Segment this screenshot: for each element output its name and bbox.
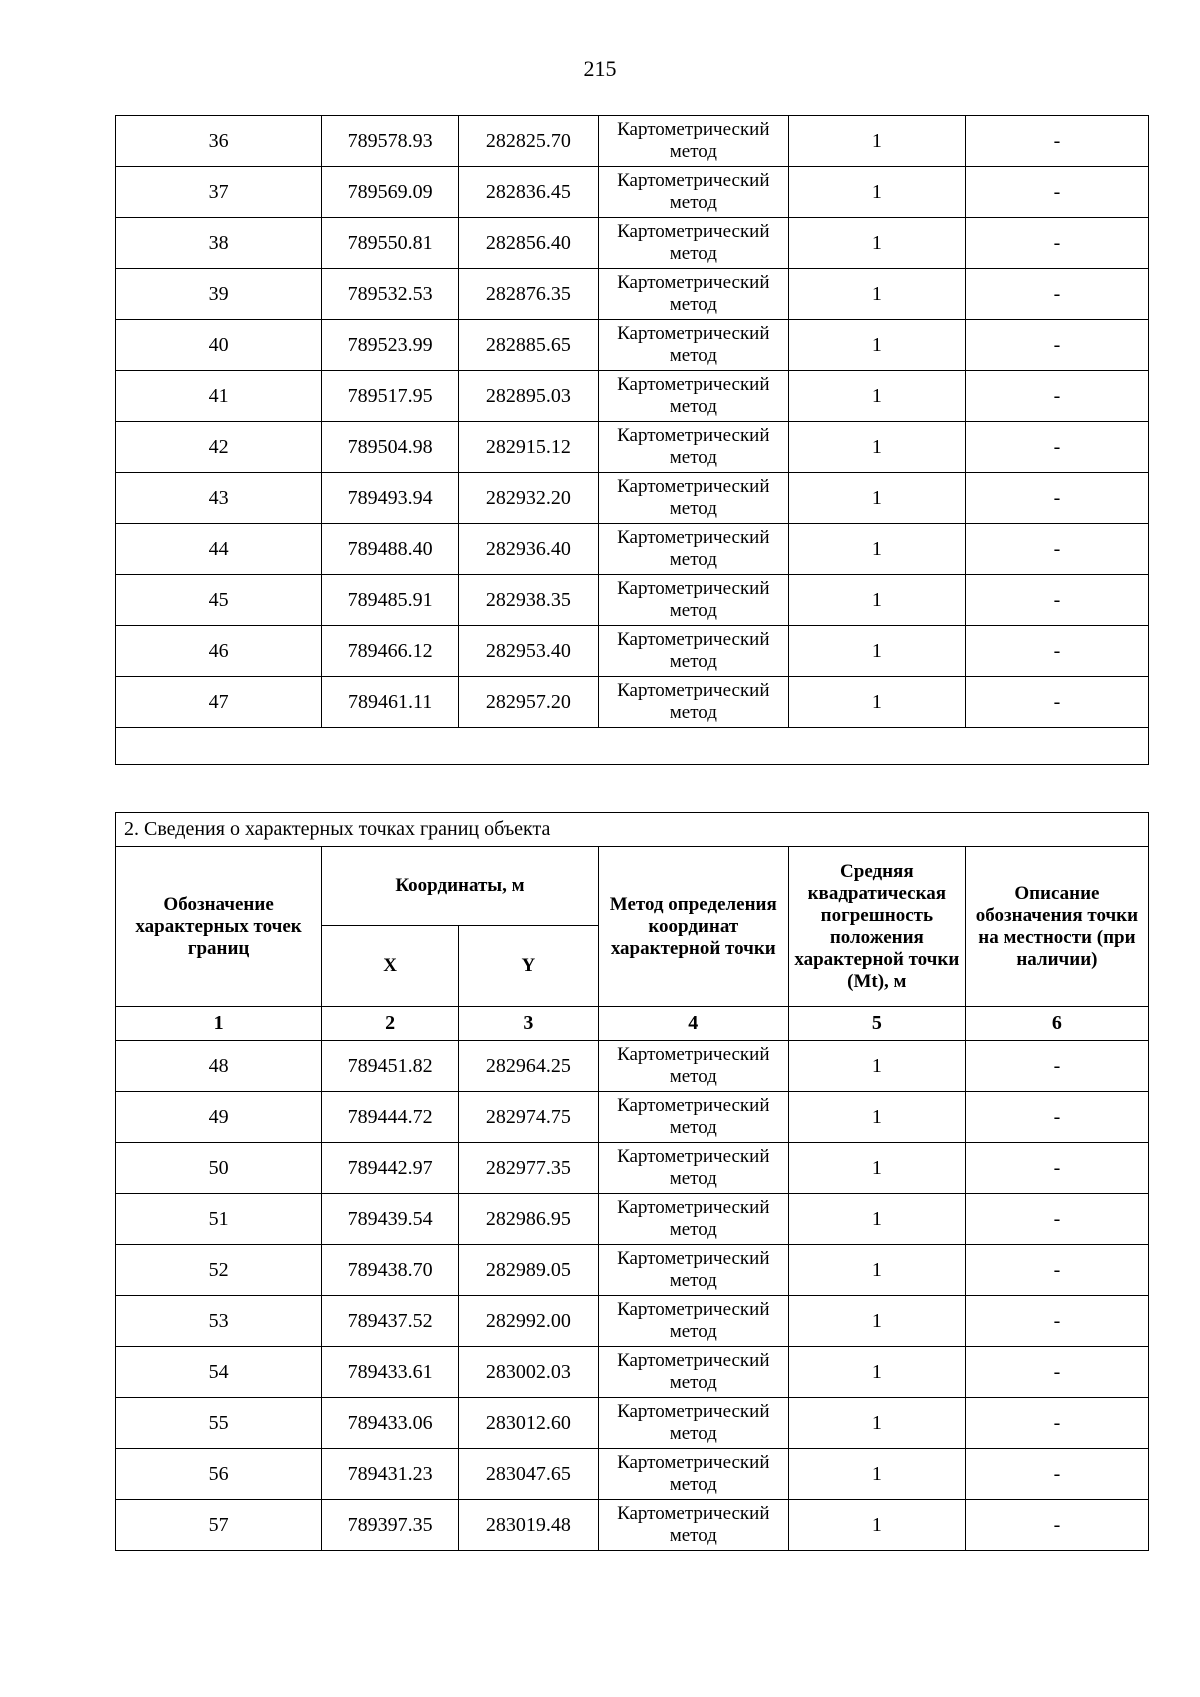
method-cell bbox=[598, 1500, 788, 1551]
description-cell: - bbox=[965, 1449, 1148, 1500]
y-coordinate-cell: 282856.40 bbox=[458, 218, 598, 269]
column-numbers-row bbox=[116, 1007, 1149, 1041]
method-cell bbox=[598, 422, 788, 473]
table-row bbox=[116, 1245, 1149, 1296]
column-number: 5 bbox=[788, 1007, 965, 1041]
table-row bbox=[116, 1092, 1149, 1143]
x-coordinate-cell: 789431.23 bbox=[322, 1449, 459, 1500]
table-row bbox=[116, 473, 1149, 524]
y-coordinate-cell: 282977.35 bbox=[458, 1143, 598, 1194]
header-description-label: Описание обозначения точки на местности (при наличии) bbox=[975, 882, 1139, 970]
table-row bbox=[116, 1143, 1149, 1194]
header-y: Y bbox=[458, 926, 598, 1007]
description-cell: - bbox=[965, 1143, 1148, 1194]
point-number-cell: 53 bbox=[116, 1296, 322, 1347]
method-line1: Картометрический bbox=[617, 1197, 770, 1218]
y-coordinate-cell: 282825.70 bbox=[458, 116, 598, 167]
table-row bbox=[116, 1194, 1149, 1245]
method-cell bbox=[598, 677, 788, 728]
point-number-cell: 44 bbox=[116, 524, 322, 575]
point-number-cell: 49 bbox=[116, 1092, 322, 1143]
x-coordinate-cell: 789439.54 bbox=[322, 1194, 459, 1245]
x-coordinate-cell: 789493.94 bbox=[322, 473, 459, 524]
mt-cell: 1 bbox=[788, 473, 965, 524]
method-line2: метод bbox=[669, 141, 717, 162]
point-number-cell: 39 bbox=[116, 269, 322, 320]
x-coordinate-cell: 789442.97 bbox=[322, 1143, 459, 1194]
description-cell: - bbox=[965, 1041, 1148, 1092]
header-coordinates: Координаты, м bbox=[322, 847, 599, 926]
mt-cell: 1 bbox=[788, 626, 965, 677]
method-line2: метод bbox=[669, 1321, 717, 1342]
method-line2: метод bbox=[669, 345, 717, 366]
x-coordinate-cell: 789466.12 bbox=[322, 626, 459, 677]
column-number: 6 bbox=[965, 1007, 1148, 1041]
method-line1: Картометрический bbox=[617, 119, 770, 140]
table-row bbox=[116, 626, 1149, 677]
description-cell: - bbox=[965, 1194, 1148, 1245]
y-coordinate-cell: 282836.45 bbox=[458, 167, 598, 218]
method-cell bbox=[598, 167, 788, 218]
boundary-points-table bbox=[115, 812, 1149, 1551]
description-cell: - bbox=[965, 371, 1148, 422]
method-line2: метод bbox=[669, 1066, 717, 1087]
method-cell bbox=[598, 1092, 788, 1143]
point-number-cell: 43 bbox=[116, 473, 322, 524]
method-line1: Картометрический bbox=[617, 680, 770, 701]
y-coordinate-cell: 282957.20 bbox=[458, 677, 598, 728]
point-number-cell: 45 bbox=[116, 575, 322, 626]
x-coordinate-cell: 789504.98 bbox=[322, 422, 459, 473]
x-coordinate-cell: 789433.61 bbox=[322, 1347, 459, 1398]
x-coordinate-cell: 789569.09 bbox=[322, 167, 459, 218]
description-cell: - bbox=[965, 218, 1148, 269]
y-coordinate-cell: 283047.65 bbox=[458, 1449, 598, 1500]
x-coordinate-cell: 789550.81 bbox=[322, 218, 459, 269]
mt-cell: 1 bbox=[788, 218, 965, 269]
point-number-cell: 38 bbox=[116, 218, 322, 269]
y-coordinate-cell: 282885.65 bbox=[458, 320, 598, 371]
method-cell bbox=[598, 116, 788, 167]
method-line2: метод bbox=[669, 1168, 717, 1189]
y-coordinate-cell: 282876.35 bbox=[458, 269, 598, 320]
method-line2: метод bbox=[669, 1372, 717, 1393]
page-number: 215 bbox=[583, 56, 617, 81]
table-row bbox=[116, 269, 1149, 320]
method-line1: Картометрический bbox=[617, 527, 770, 548]
y-coordinate-cell: 282938.35 bbox=[458, 575, 598, 626]
method-cell bbox=[598, 1449, 788, 1500]
method-line1: Картометрический bbox=[617, 221, 770, 242]
method-line1: Картометрический bbox=[617, 1044, 770, 1065]
description-cell: - bbox=[965, 320, 1148, 371]
method-line2: метод bbox=[669, 396, 717, 417]
description-cell: - bbox=[965, 116, 1148, 167]
method-line1: Картометрический bbox=[617, 272, 770, 293]
method-line1: Картометрический bbox=[617, 1452, 770, 1473]
header-method bbox=[598, 847, 788, 1007]
column-number: 2 bbox=[322, 1007, 459, 1041]
y-coordinate-cell: 282992.00 bbox=[458, 1296, 598, 1347]
table-row bbox=[116, 116, 1149, 167]
method-line2: метод bbox=[669, 600, 717, 621]
point-number-cell: 52 bbox=[116, 1245, 322, 1296]
description-cell: - bbox=[965, 677, 1148, 728]
method-line1: Картометрический bbox=[617, 1401, 770, 1422]
header-method-label: Метод определения координат характерной точки bbox=[609, 893, 777, 959]
mt-cell: 1 bbox=[788, 1347, 965, 1398]
method-line2: метод bbox=[669, 1270, 717, 1291]
header-designation bbox=[116, 847, 322, 1007]
x-coordinate-cell: 789532.53 bbox=[322, 269, 459, 320]
section-title: 2. Сведения о характерных точках границ объекта bbox=[116, 813, 1149, 847]
method-line2: метод bbox=[669, 1117, 717, 1138]
description-cell: - bbox=[965, 1347, 1148, 1398]
method-line1: Картометрический bbox=[617, 1248, 770, 1269]
x-coordinate-cell: 789578.93 bbox=[322, 116, 459, 167]
header-mt-label: Средняя квадратическая погрешность положения характерной точки (Mt), м bbox=[794, 860, 960, 992]
header-description bbox=[965, 847, 1148, 1007]
mt-cell: 1 bbox=[788, 1296, 965, 1347]
mt-cell: 1 bbox=[788, 167, 965, 218]
method-line2: метод bbox=[669, 192, 717, 213]
method-cell bbox=[598, 1143, 788, 1194]
method-cell bbox=[598, 1398, 788, 1449]
method-cell bbox=[598, 1245, 788, 1296]
method-cell bbox=[598, 269, 788, 320]
points-table-continued-body bbox=[116, 116, 1149, 728]
y-coordinate-cell: 283019.48 bbox=[458, 1500, 598, 1551]
empty-row bbox=[116, 728, 1149, 765]
y-coordinate-cell: 282986.95 bbox=[458, 1194, 598, 1245]
y-coordinate-cell: 282936.40 bbox=[458, 524, 598, 575]
point-number-cell: 46 bbox=[116, 626, 322, 677]
y-coordinate-cell: 283002.03 bbox=[458, 1347, 598, 1398]
description-cell: - bbox=[965, 1092, 1148, 1143]
x-coordinate-cell: 789444.72 bbox=[322, 1092, 459, 1143]
method-line2: метод bbox=[669, 294, 717, 315]
mt-cell: 1 bbox=[788, 1041, 965, 1092]
method-line1: Картометрический bbox=[617, 1350, 770, 1371]
points-table-continued bbox=[115, 115, 1149, 765]
method-line2: метод bbox=[669, 549, 717, 570]
x-coordinate-cell: 789517.95 bbox=[322, 371, 459, 422]
point-number-cell: 37 bbox=[116, 167, 322, 218]
mt-cell: 1 bbox=[788, 677, 965, 728]
method-cell bbox=[598, 218, 788, 269]
description-cell: - bbox=[965, 524, 1148, 575]
table-row bbox=[116, 524, 1149, 575]
table-row bbox=[116, 1296, 1149, 1347]
column-number: 1 bbox=[116, 1007, 322, 1041]
table-row bbox=[116, 371, 1149, 422]
y-coordinate-cell: 282964.25 bbox=[458, 1041, 598, 1092]
table-row bbox=[116, 422, 1149, 473]
y-coordinate-cell: 282974.75 bbox=[458, 1092, 598, 1143]
description-cell: - bbox=[965, 422, 1148, 473]
header-designation-label: Обозначение характерных точек границ bbox=[135, 893, 302, 959]
method-line1: Картометрический bbox=[617, 1146, 770, 1167]
mt-cell: 1 bbox=[788, 422, 965, 473]
point-number-cell: 47 bbox=[116, 677, 322, 728]
y-coordinate-cell: 282953.40 bbox=[458, 626, 598, 677]
description-cell: - bbox=[965, 167, 1148, 218]
mt-cell: 1 bbox=[788, 320, 965, 371]
method-line1: Картометрический bbox=[617, 578, 770, 599]
header-x: X bbox=[322, 926, 459, 1007]
mt-cell: 1 bbox=[788, 1194, 965, 1245]
description-cell: - bbox=[965, 575, 1148, 626]
mt-cell: 1 bbox=[788, 116, 965, 167]
method-line2: метод bbox=[669, 702, 717, 723]
empty-cell bbox=[116, 728, 1149, 765]
x-coordinate-cell: 789438.70 bbox=[322, 1245, 459, 1296]
method-line2: метод bbox=[669, 1219, 717, 1240]
y-coordinate-cell: 282895.03 bbox=[458, 371, 598, 422]
method-line1: Картометрический bbox=[617, 1095, 770, 1116]
method-cell bbox=[598, 1041, 788, 1092]
column-number: 3 bbox=[458, 1007, 598, 1041]
boundary-points-table-body bbox=[116, 1041, 1149, 1551]
method-line1: Картометрический bbox=[617, 1299, 770, 1320]
description-cell: - bbox=[965, 1296, 1148, 1347]
method-cell bbox=[598, 473, 788, 524]
y-coordinate-cell: 282989.05 bbox=[458, 1245, 598, 1296]
mt-cell: 1 bbox=[788, 1500, 965, 1551]
point-number-cell: 40 bbox=[116, 320, 322, 371]
table-row bbox=[116, 575, 1149, 626]
point-number-cell: 54 bbox=[116, 1347, 322, 1398]
point-number-cell: 42 bbox=[116, 422, 322, 473]
table-row bbox=[116, 1500, 1149, 1551]
method-cell bbox=[598, 1347, 788, 1398]
table-row bbox=[116, 677, 1149, 728]
method-line1: Картометрический bbox=[617, 1503, 770, 1524]
x-coordinate-cell: 789488.40 bbox=[322, 524, 459, 575]
method-cell bbox=[598, 1296, 788, 1347]
table-row bbox=[116, 320, 1149, 371]
method-cell bbox=[598, 524, 788, 575]
mt-cell: 1 bbox=[788, 1092, 965, 1143]
method-line2: метод bbox=[669, 1474, 717, 1495]
table-row bbox=[116, 1449, 1149, 1500]
x-coordinate-cell: 789461.11 bbox=[322, 677, 459, 728]
mt-cell: 1 bbox=[788, 1449, 965, 1500]
x-coordinate-cell: 789433.06 bbox=[322, 1398, 459, 1449]
table-row bbox=[116, 1347, 1149, 1398]
table-row bbox=[116, 218, 1149, 269]
mt-cell: 1 bbox=[788, 1245, 965, 1296]
point-number-cell: 55 bbox=[116, 1398, 322, 1449]
x-coordinate-cell: 789451.82 bbox=[322, 1041, 459, 1092]
mt-cell: 1 bbox=[788, 575, 965, 626]
description-cell: - bbox=[965, 1500, 1148, 1551]
mt-cell: 1 bbox=[788, 371, 965, 422]
method-line1: Картометрический bbox=[617, 323, 770, 344]
description-cell: - bbox=[965, 269, 1148, 320]
description-cell: - bbox=[965, 1398, 1148, 1449]
method-line1: Картометрический bbox=[617, 425, 770, 446]
point-number-cell: 48 bbox=[116, 1041, 322, 1092]
column-number: 4 bbox=[598, 1007, 788, 1041]
mt-cell: 1 bbox=[788, 1143, 965, 1194]
point-number-cell: 57 bbox=[116, 1500, 322, 1551]
method-line1: Картометрический bbox=[617, 629, 770, 650]
method-line1: Картометрический bbox=[617, 170, 770, 191]
method-line2: метод bbox=[669, 447, 717, 468]
mt-cell: 1 bbox=[788, 524, 965, 575]
y-coordinate-cell: 282932.20 bbox=[458, 473, 598, 524]
method-cell bbox=[598, 575, 788, 626]
method-line1: Картометрический bbox=[617, 374, 770, 395]
point-number-cell: 56 bbox=[116, 1449, 322, 1500]
method-line2: метод bbox=[669, 1423, 717, 1444]
point-number-cell: 36 bbox=[116, 116, 322, 167]
mt-cell: 1 bbox=[788, 269, 965, 320]
header-mt bbox=[788, 847, 965, 1007]
method-cell bbox=[598, 1194, 788, 1245]
method-line2: метод bbox=[669, 651, 717, 672]
table-row bbox=[116, 167, 1149, 218]
x-coordinate-cell: 789397.35 bbox=[322, 1500, 459, 1551]
description-cell: - bbox=[965, 473, 1148, 524]
point-number-cell: 41 bbox=[116, 371, 322, 422]
point-number-cell: 50 bbox=[116, 1143, 322, 1194]
table-row bbox=[116, 1398, 1149, 1449]
description-cell: - bbox=[965, 1245, 1148, 1296]
method-cell bbox=[598, 371, 788, 422]
y-coordinate-cell: 282915.12 bbox=[458, 422, 598, 473]
method-line2: метод bbox=[669, 243, 717, 264]
method-line1: Картометрический bbox=[617, 476, 770, 497]
method-line2: метод bbox=[669, 498, 717, 519]
point-number-cell: 51 bbox=[116, 1194, 322, 1245]
description-cell: - bbox=[965, 626, 1148, 677]
y-coordinate-cell: 283012.60 bbox=[458, 1398, 598, 1449]
method-cell bbox=[598, 320, 788, 371]
table-row bbox=[116, 1041, 1149, 1092]
x-coordinate-cell: 789523.99 bbox=[322, 320, 459, 371]
x-coordinate-cell: 789485.91 bbox=[322, 575, 459, 626]
method-line2: метод bbox=[669, 1525, 717, 1546]
x-coordinate-cell: 789437.52 bbox=[322, 1296, 459, 1347]
method-cell bbox=[598, 626, 788, 677]
mt-cell: 1 bbox=[788, 1398, 965, 1449]
